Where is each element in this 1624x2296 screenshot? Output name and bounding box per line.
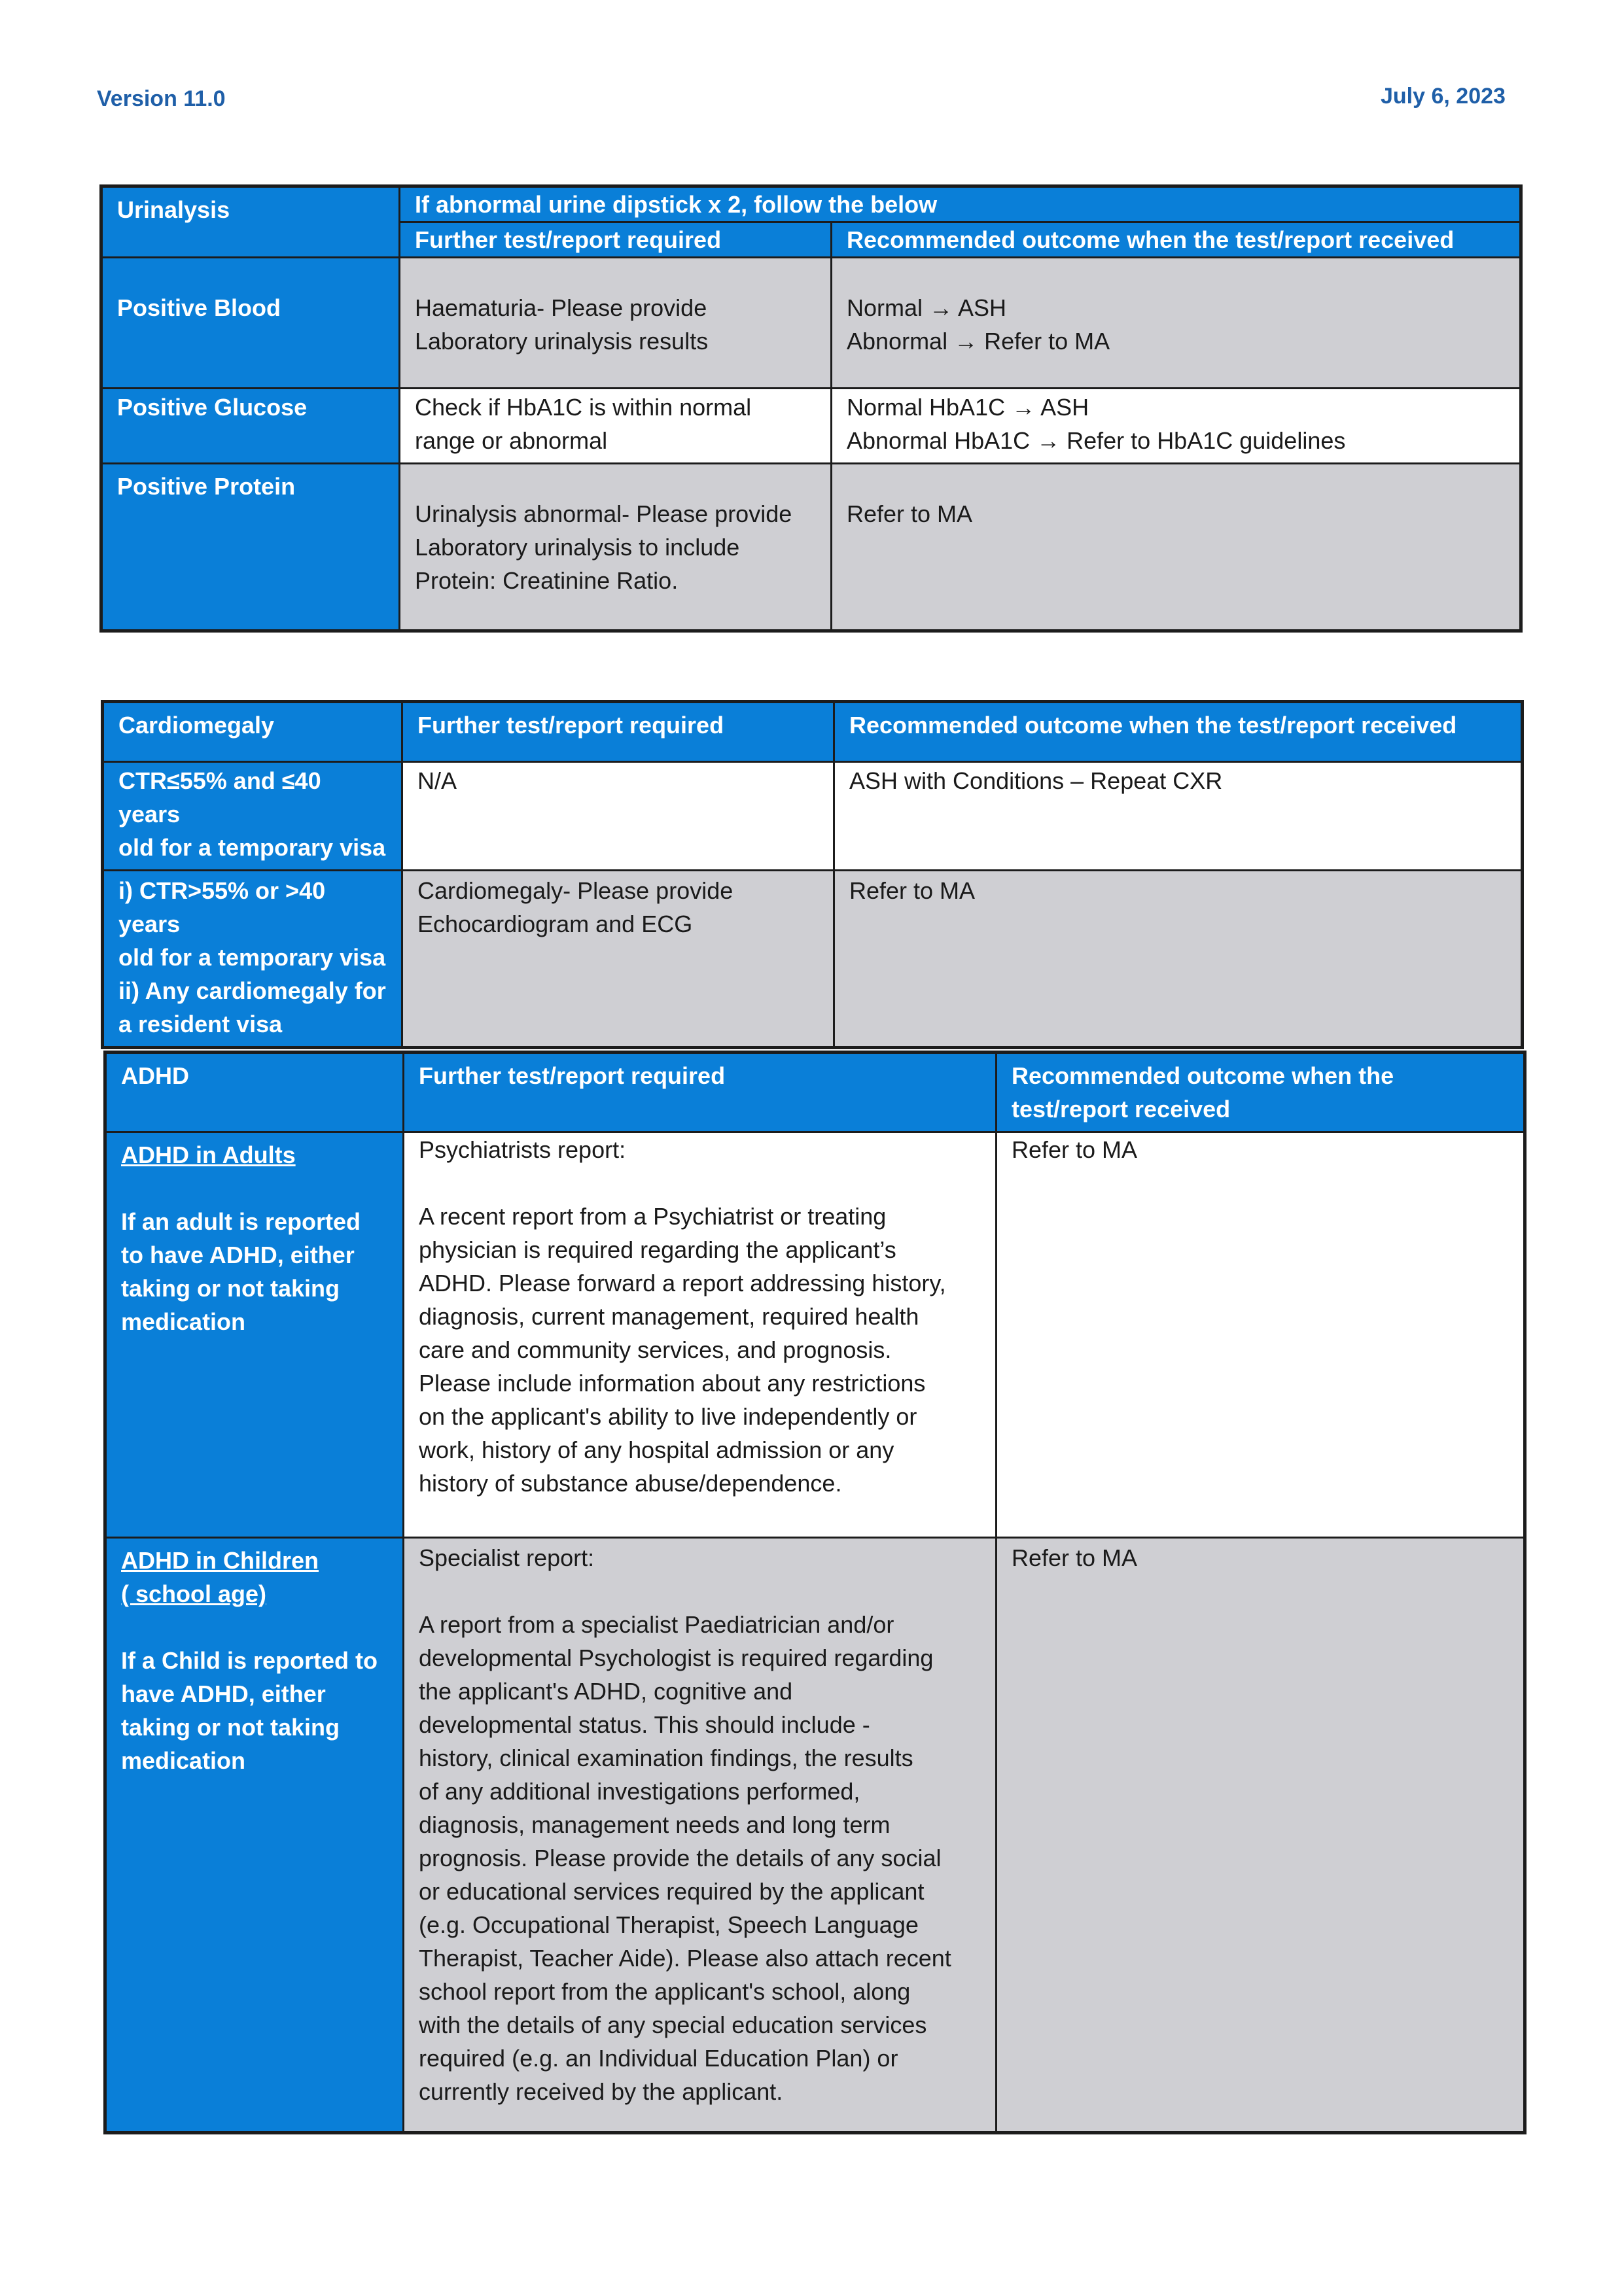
text-line: school report from the applicant's school, along bbox=[419, 1978, 911, 2005]
text-line: If an adult is reported bbox=[121, 1208, 361, 1235]
table-row bbox=[103, 871, 1523, 1048]
text-line: Refer to MA bbox=[849, 877, 976, 904]
outcome-cell: Refer to MA bbox=[997, 1538, 1525, 2133]
row-label-title: ADHD in Children bbox=[121, 1547, 319, 1574]
text-line: Echocardiogram and ECG bbox=[417, 911, 693, 937]
test-cell bbox=[402, 762, 834, 871]
text-line: Abnormal → Refer to MA bbox=[847, 328, 1110, 355]
test-cell bbox=[400, 258, 832, 389]
text-line: the applicant's ADHD, cognitive and bbox=[419, 1678, 793, 1705]
row-label bbox=[103, 762, 402, 871]
text-line: (e.g. Occupational Therapist, Speech Language bbox=[419, 1911, 919, 1938]
test-cell bbox=[404, 1538, 997, 2133]
text-line: on the applicant's ability to live independently or bbox=[419, 1403, 917, 1430]
row-label-adhd-children bbox=[105, 1538, 404, 2133]
outcome-cell bbox=[834, 762, 1523, 871]
text-line: Laboratory urinalysis to include bbox=[415, 534, 740, 561]
text-line: diagnosis, management needs and long term bbox=[419, 1811, 891, 1838]
text-line: test/report received bbox=[1012, 1096, 1231, 1122]
text-line: N/A bbox=[417, 767, 457, 794]
test-cell bbox=[404, 1132, 997, 1538]
row-label-title: ADHD in Adults bbox=[121, 1141, 296, 1168]
outcome-cell: Refer to MA bbox=[997, 1132, 1525, 1538]
text-line: ASH with Conditions – Repeat CXR bbox=[849, 767, 1223, 794]
text-line: physician is required regarding the applicant’s bbox=[419, 1236, 896, 1263]
urinalysis-title: Urinalysis bbox=[101, 186, 400, 258]
text-line: have ADHD, either bbox=[121, 1680, 326, 1707]
text-line: Therapist, Teacher Aide). Please also attach recent bbox=[419, 1945, 951, 1972]
text-line: old for a temporary visa bbox=[118, 944, 386, 971]
urinalysis-col-outcome: Recommended outcome when the test/report received bbox=[832, 222, 1521, 258]
text-line: of any additional investigations performed, bbox=[419, 1778, 860, 1805]
text-line: medication bbox=[121, 1747, 246, 1774]
text-line: i) CTR>55% or >40 years bbox=[118, 877, 326, 937]
text-line: diagnosis, current management, required health bbox=[419, 1303, 919, 1330]
text-line: Normal HbA1C → ASH bbox=[847, 394, 1089, 421]
cardiomegaly-col-test: Further test/report required bbox=[402, 702, 834, 762]
text-line: Recommended outcome when the bbox=[1012, 1062, 1394, 1089]
text-line: to have ADHD, either bbox=[121, 1242, 355, 1268]
text-line: developmental status. This should include - bbox=[419, 1711, 870, 1738]
date-label: July 6, 2023 bbox=[1381, 84, 1506, 109]
table-row bbox=[101, 389, 1521, 464]
adhd-title: ADHD bbox=[105, 1052, 404, 1132]
text-line: with the details of any special education services bbox=[419, 2011, 927, 2038]
text-line: Refer to MA bbox=[847, 500, 973, 527]
row-label-adhd-adults bbox=[105, 1132, 404, 1538]
text-line: care and community services, and prognosis. bbox=[419, 1336, 892, 1363]
text-line: If a Child is reported to bbox=[121, 1647, 378, 1674]
cardiomegaly-table bbox=[101, 700, 1524, 1049]
text-line: prognosis. Please provide the details of any social bbox=[419, 1845, 942, 1871]
row-label-positive-blood: Positive Blood bbox=[101, 258, 400, 389]
text-line: history of substance abuse/dependence. bbox=[419, 1470, 842, 1497]
table-row bbox=[101, 258, 1521, 389]
test-cell bbox=[402, 871, 834, 1048]
row-label-positive-protein: Positive Protein bbox=[101, 464, 400, 631]
text-line: A recent report from a Psychiatrist or treating bbox=[419, 1203, 887, 1230]
urinalysis-table bbox=[99, 184, 1523, 633]
test-heading: Psychiatrists report: bbox=[419, 1136, 626, 1163]
text-line: Laboratory urinalysis results bbox=[415, 328, 709, 355]
adhd-table bbox=[103, 1051, 1527, 2134]
text-line: required (e.g. an Individual Education Plan) or bbox=[419, 2045, 898, 2072]
adhd-col-outcome bbox=[997, 1052, 1525, 1132]
text-line: Abnormal HbA1C → Refer to HbA1C guidelines bbox=[847, 427, 1346, 454]
test-cell bbox=[400, 389, 832, 464]
outcome-cell bbox=[832, 389, 1521, 464]
cardiomegaly-col-outcome: Recommended outcome when the test/report received bbox=[834, 702, 1523, 762]
text-line: Protein: Creatinine Ratio. bbox=[415, 567, 679, 594]
text-line: a resident visa bbox=[118, 1011, 283, 1037]
text-line: Normal → ASH bbox=[847, 294, 1007, 321]
test-heading: Specialist report: bbox=[419, 1544, 595, 1571]
row-label-title: ( school age) bbox=[121, 1580, 267, 1607]
text-line: history, clinical examination findings, the results bbox=[419, 1745, 913, 1771]
outcome-cell bbox=[832, 258, 1521, 389]
text-line: CTR≤55% and ≤40 years bbox=[118, 767, 321, 827]
table-row bbox=[101, 464, 1521, 631]
table-row bbox=[105, 1538, 1525, 2133]
outcome-cell bbox=[832, 464, 1521, 631]
text-line: or educational services required by the applicant bbox=[419, 1878, 925, 1905]
test-cell bbox=[400, 464, 832, 631]
table-row bbox=[103, 762, 1523, 871]
text-line: range or abnormal bbox=[415, 427, 608, 454]
urinalysis-col-test: Further test/report required bbox=[400, 222, 832, 258]
text-line: medication bbox=[121, 1308, 246, 1335]
text-line: developmental Psychologist is required regarding bbox=[419, 1644, 934, 1671]
text-line: Cardiomegaly- Please provide bbox=[417, 877, 733, 904]
text-line: work, history of any hospital admission or any bbox=[419, 1436, 894, 1463]
row-label-positive-glucose: Positive Glucose bbox=[101, 389, 400, 464]
cardiomegaly-title: Cardiomegaly bbox=[103, 702, 402, 762]
text-line: taking or not taking bbox=[121, 1714, 340, 1741]
table-row bbox=[105, 1132, 1525, 1538]
text-line: ADHD. Please forward a report addressing history, bbox=[419, 1270, 946, 1296]
adhd-col-test: Further test/report required bbox=[404, 1052, 997, 1132]
outcome-cell bbox=[834, 871, 1523, 1048]
text-line: currently received by the applicant. bbox=[419, 2078, 783, 2105]
text-line: old for a temporary visa bbox=[118, 834, 386, 861]
version-label: Version 11.0 bbox=[97, 86, 226, 111]
text-line: Please include information about any restrictions bbox=[419, 1370, 926, 1397]
row-label bbox=[103, 871, 402, 1048]
text-line: A report from a specialist Paediatrician and/or bbox=[419, 1611, 894, 1638]
text-line: Haematuria- Please provide bbox=[415, 294, 707, 321]
urinalysis-banner: If abnormal urine dipstick x 2, follow the below bbox=[400, 186, 1521, 222]
text-line: Urinalysis abnormal- Please provide bbox=[415, 500, 792, 527]
text-line: ii) Any cardiomegaly for bbox=[118, 977, 386, 1004]
text-line: taking or not taking bbox=[121, 1275, 340, 1302]
text-line: Check if HbA1C is within normal bbox=[415, 394, 752, 421]
